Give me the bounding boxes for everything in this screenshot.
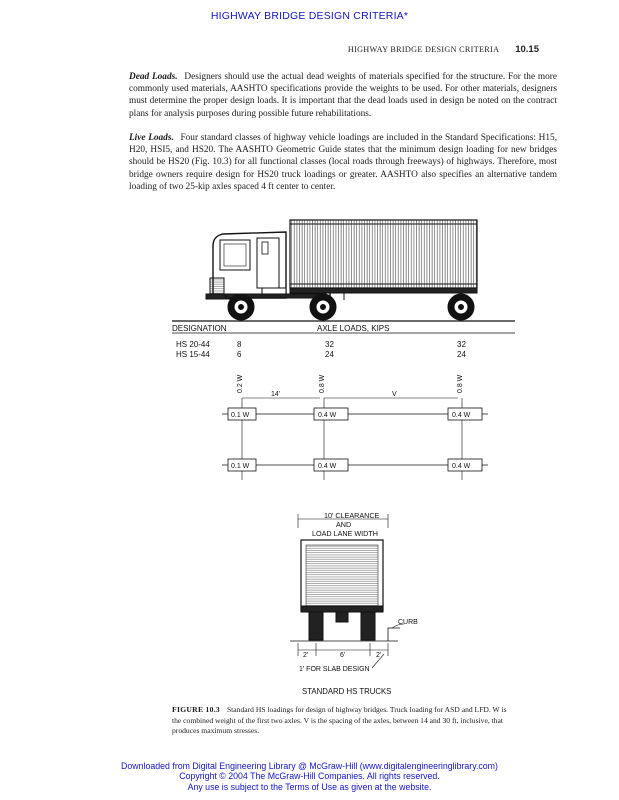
row-axle2: 24 <box>325 350 334 359</box>
dimension-label: 2' <box>376 652 382 659</box>
clearance-label: 10' CLEARANCE <box>324 511 380 520</box>
axle-weight-label: 0.2 W <box>237 374 244 393</box>
row-designation: HS 20-44 <box>176 340 210 349</box>
row-axle1: 8 <box>237 340 242 349</box>
figure-label: FIGURE 10.3 <box>172 705 221 714</box>
paragraph-text: Four standard classes of highway vehicle loadings are included in the Standard Specifications: H15, H20, HSI5, and HS20. The AASHTO Geometric Guide states that the minimum design loading for new bridges should be HS20 (Fig. 10.3) for all functional classes (local roads through freeways) of highways. Therefore, most bridge owners require design for HS20 truck loadings or greater. AASHTO also specifies an alternative tandem loading of two 25-kip axles spaced 4 ft center to center. <box>129 133 558 192</box>
axle-loads-header: AXLE LOADS, KIPS <box>317 324 390 333</box>
wheel-load-label: 0.4 W <box>318 412 337 419</box>
axle-weight-label: 0.8 W <box>319 374 326 393</box>
footer-download-link[interactable]: Downloaded from Digital Engineering Library @ McGraw-Hill (www.digitalengineeringlibrary.com) <box>121 761 498 771</box>
clearance-label: AND <box>336 520 352 529</box>
document-source-banner[interactable]: HIGHWAY BRIDGE DESIGN CRITERIA* <box>210 10 409 22</box>
designation-header: DESIGNATION <box>172 324 227 333</box>
spacing-first-label: 14' <box>271 391 281 398</box>
dimension-label: 6' <box>340 652 346 659</box>
axle-weight-label: 0.8 W <box>457 374 464 393</box>
spacing-v-label: V <box>392 391 397 398</box>
paragraph-lead: Live Loads. <box>129 133 174 143</box>
row-axle1: 6 <box>237 350 242 359</box>
dimension-label: 2' <box>303 652 309 659</box>
wheel-load-label: 0.4 W <box>452 412 471 419</box>
row-axle2: 32 <box>325 340 334 349</box>
wheel-row <box>222 459 488 471</box>
truck-side-view <box>172 220 515 321</box>
slab-design-note: 1' FOR SLAB DESIGN <box>299 666 370 673</box>
curb-label: CURB <box>398 619 418 626</box>
footer-copyright: Copyright © 2004 The McGraw-Hill Companies. All rights reserved. <box>179 771 440 782</box>
axle-load-table <box>172 324 515 359</box>
row-axle3: 32 <box>457 340 466 349</box>
trailer-wheel <box>448 294 474 320</box>
download-footer <box>0 761 619 792</box>
clearance-label: LOAD LANE WIDTH <box>312 529 378 538</box>
page-number: 10.15 <box>515 44 539 55</box>
paragraph-text: Designers should use the actual dead weights of materials specified for the structure. For the more commonly used materials, AASHTO specifications provide the weights to be used. For other materials, designers must determine the proper design loads. It is important that the dead loads used in design be noted on the contract plans for analysis purposes during possible future rehabilitations. <box>129 72 558 119</box>
drive-wheel <box>310 294 336 320</box>
wheel-load-label: 0.1 W <box>231 412 250 419</box>
front-wheel <box>228 294 254 320</box>
figure-subtitle: STANDARD HS TRUCKS <box>302 687 392 696</box>
axle-spacing-diagram <box>237 374 464 480</box>
wheel-load-label: 0.4 W <box>452 463 471 470</box>
wheel-row <box>222 408 488 420</box>
row-axle3: 24 <box>457 350 466 359</box>
figure-caption-text: Standard HS loadings for design of highway bridges. Truck loading for ASD and LFD. W is the combined weight of the first two axles. V is the spacing of the axles, between 14 and 30 ft, inclusive, that produces maximum stresses. <box>172 705 507 736</box>
footer-terms[interactable]: Any use is subject to the Terms of Use as given at the website. <box>187 781 432 792</box>
figure-caption <box>172 705 516 737</box>
wheel-load-label: 0.4 W <box>318 463 337 470</box>
running-head-title: HIGHWAY BRIDGE DESIGN CRITERIA <box>347 45 499 54</box>
paragraph-lead: Dead Loads. <box>129 72 178 82</box>
row-designation: HS 15-44 <box>176 350 210 359</box>
wheel-load-label: 0.1 W <box>231 463 250 470</box>
